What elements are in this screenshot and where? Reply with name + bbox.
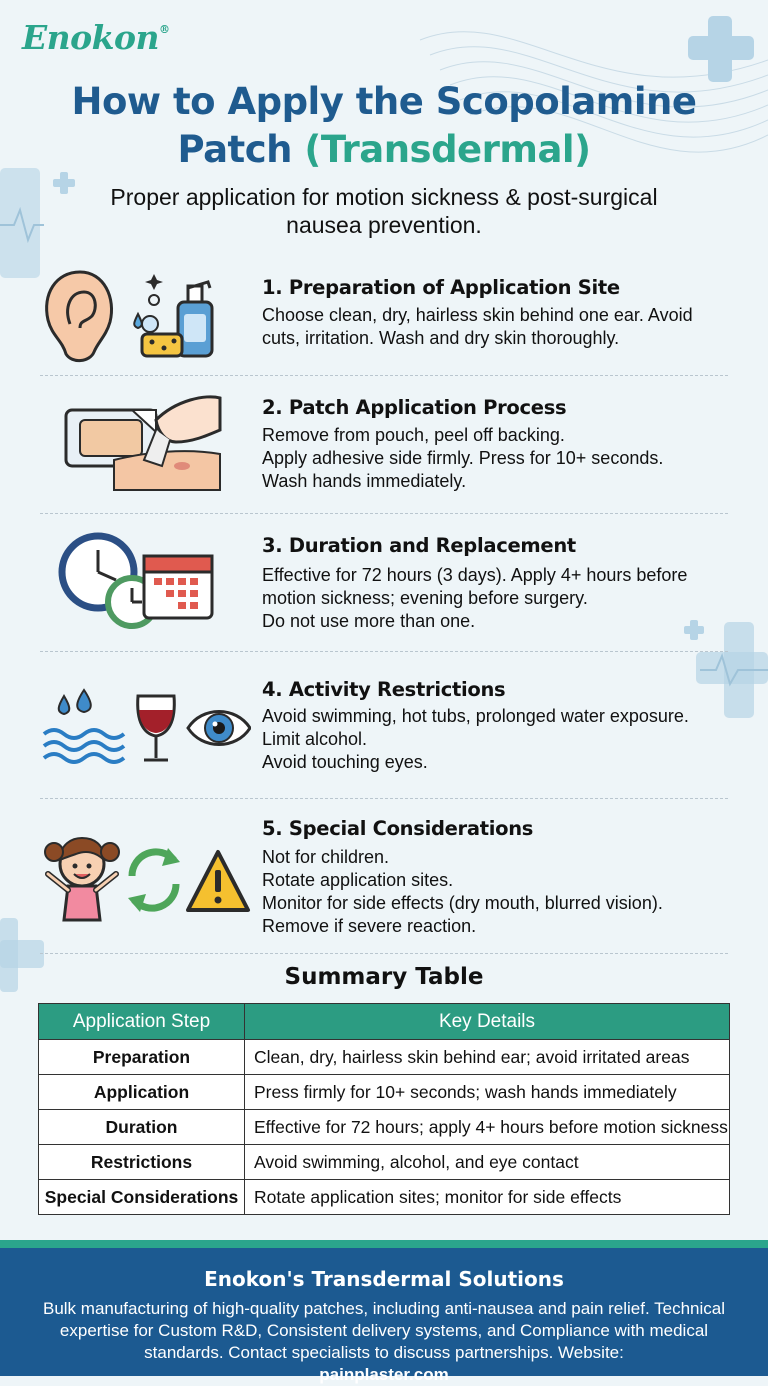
step-title: 4. Activity Restrictions (262, 678, 506, 701)
column-header: Key Details (245, 1004, 730, 1040)
step-title: 5. Special Considerations (262, 817, 534, 840)
footer-accent-band (0, 1240, 768, 1248)
divider (40, 953, 728, 954)
rotate-icon (128, 848, 180, 912)
column-header: Application Step (39, 1004, 245, 1040)
eye-icon (188, 712, 250, 745)
step-body: Not for children. Rotate application sites. Monitor for side effects (dry mouth, blurred vision). Remove if severe reaction. (262, 847, 663, 936)
step-title: 1. Preparation of Application Site (262, 276, 620, 299)
table-cell: Restrictions (39, 1145, 245, 1180)
table-cell: Duration (39, 1110, 245, 1145)
wine-glass-icon (138, 696, 175, 760)
table-header-row (39, 1004, 730, 1040)
step-1-icons (36, 258, 251, 368)
step-1 (0, 258, 768, 368)
ear-icon (47, 272, 112, 361)
page-subtitle: Proper application for motion sickness & post-surgical nausea prevention. (110, 184, 658, 238)
calendar-icon (144, 556, 212, 618)
step-body: Choose clean, dry, hairless skin behind one ear. Avoid cuts, irritation. Wash and dry skin thoroughly. (262, 305, 693, 348)
step-title: 2. Patch Application Process (262, 396, 567, 419)
table-row (39, 1180, 730, 1215)
table-cell: Special Considerations (39, 1180, 245, 1215)
step-body: Remove from pouch, peel off backing. Apply adhesive side firmly. Press for 10+ seconds. Wash hands immediately. (262, 425, 664, 491)
table-row (39, 1110, 730, 1145)
title-line-2: Patch (Transdermal) (177, 128, 591, 171)
footer-text: Bulk manufacturing of high-quality patches, including anti-nausea and pain relief. Technical expertise for Custom R&D, Consistent delivery systems, and Compliance with medical standards. Contact specialists to discuss partnerships. Website: painplaster.com (42, 1299, 725, 1384)
step-3 (0, 524, 768, 644)
step-4 (0, 662, 768, 782)
step-3-icons (36, 524, 251, 644)
divider (40, 798, 728, 799)
warning-icon (188, 852, 248, 910)
step-5-icons (36, 808, 251, 948)
table-cell: Press firmly for 10+ seconds; wash hands immediately (245, 1075, 730, 1110)
title-line-1: How to Apply the Scopolamine (71, 80, 697, 123)
divider (40, 513, 728, 514)
step-title: 3. Duration and Replacement (262, 534, 576, 557)
table-cell: Preparation (39, 1040, 245, 1075)
sponge-icon (142, 334, 182, 356)
footer (0, 1248, 768, 1384)
page-title (0, 78, 768, 174)
table-cell: Clean, dry, hairless skin behind ear; avoid irritated areas (245, 1040, 730, 1075)
water-icon (44, 690, 124, 762)
table-row (39, 1145, 730, 1180)
footer-title: Enokon's Transdermal Solutions (204, 1267, 564, 1291)
step-body: Avoid swimming, hot tubs, prolonged water exposure. Limit alcohol. Avoid touching eyes. (262, 706, 689, 772)
table-row (39, 1075, 730, 1110)
brand-logo: Enokon® (22, 18, 170, 57)
step-2-icons (36, 390, 251, 500)
step-body: Effective for 72 hours (3 days). Apply 4+ hours before motion sickness; evening before surgery. Do not use more than one. (262, 565, 688, 631)
table-cell: Application (39, 1075, 245, 1110)
summary-title: Summary Table (284, 964, 484, 990)
step-2 (0, 390, 768, 500)
table-cell: Rotate application sites; monitor for side effects (245, 1180, 730, 1215)
summary-table (38, 1003, 730, 1215)
table-cell: Avoid swimming, alcohol, and eye contact (245, 1145, 730, 1180)
clock-icon (62, 536, 156, 626)
child-icon (45, 838, 119, 920)
title-accent: (Transdermal) (304, 128, 591, 171)
step-4-icons (36, 662, 251, 782)
table-row (39, 1040, 730, 1075)
step-5 (0, 808, 768, 948)
website-link[interactable]: painplaster.com (319, 1365, 449, 1384)
divider (40, 375, 728, 376)
table-cell: Effective for 72 hours; apply 4+ hours before motion sickness (245, 1110, 730, 1145)
divider (40, 651, 728, 652)
